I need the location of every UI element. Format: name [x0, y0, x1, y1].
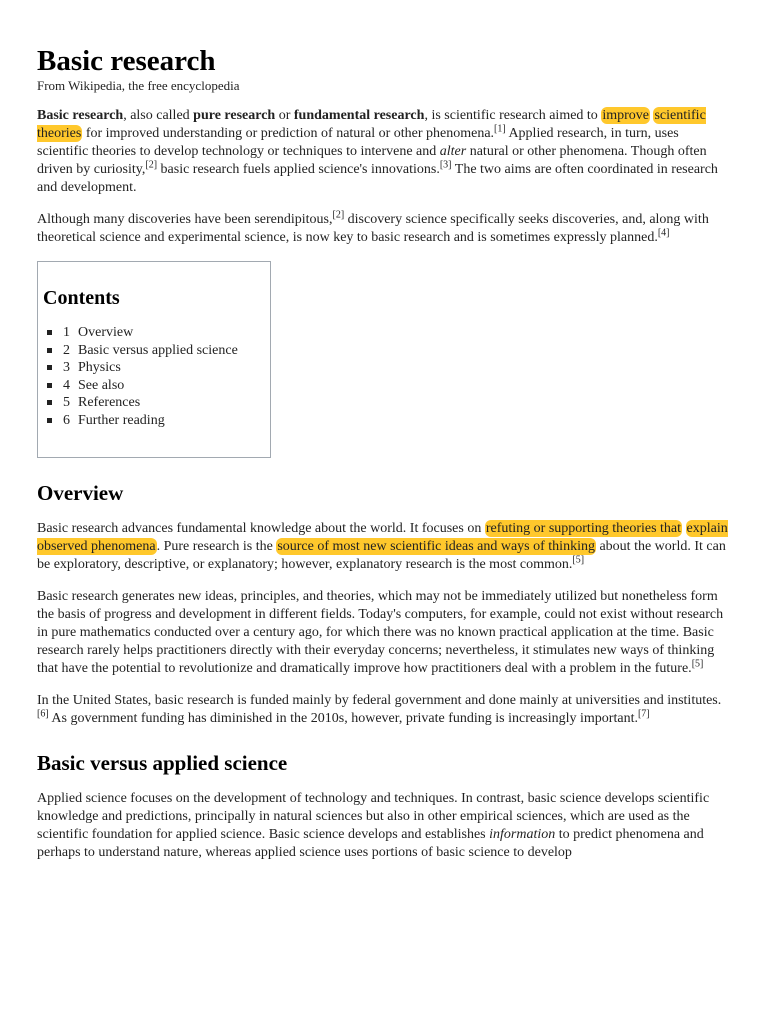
section-heading-overview: Overview [37, 481, 124, 505]
highlight: refuting or supporting theories that [485, 521, 682, 536]
bullet-icon [47, 400, 52, 405]
citation-link[interactable]: [4] [657, 227, 670, 239]
intro-paragraph-1: Basic research, also called pure research or fundamental research, is scientific research aimed to improve scientific theories for improved understanding or prediction of natural or other phenomena.[1] Applied research, in turn, uses scientific theories to develop technology or techniques to intervene and alter natural or other phenomena. Though often driven by curiosity,[2] basic research fuels applied science's innovations.[3] The two aims are often coordinated in research and development. [37, 108, 718, 195]
citation-link[interactable]: [1] [494, 123, 506, 135]
toc-item-see-also[interactable]: 4 See also [63, 377, 270, 395]
highlight: source of most new scientific ideas and ways of thinking [277, 539, 595, 554]
citation-link[interactable]: [2] [332, 209, 345, 221]
toc-item-physics[interactable]: 3 Physics [63, 359, 270, 377]
toc-item-overview[interactable]: 1 Overview [63, 324, 270, 342]
table-of-contents [37, 261, 271, 458]
bullet-icon [47, 330, 52, 335]
article [37, 44, 732, 876]
bold-term: pure research [193, 108, 276, 123]
highlight: scientific theories [37, 108, 706, 141]
citation-link[interactable]: [5] [691, 658, 704, 670]
toc-list [43, 324, 270, 429]
bullet-icon [47, 418, 52, 423]
citation-link[interactable]: [2] [145, 159, 158, 171]
bullet-icon [47, 383, 52, 388]
toc-item-further-reading[interactable]: 6 Further reading [63, 412, 270, 430]
overview-paragraph-2: Basic research generates new ideas, principles, and theories, which may not be immediately utilized but nonetheless form the basis of progress and development in different fields. Today's computers, for example, could not exist without research in pure mathematics conducted over a century ago, for which there was no known practical application at the time. Basic research rarely helps practitioners directly with their everyday concerns; nevertheless, it stimulates new ways of thinking that have the potential to revolutionize and dramatically improve how practitioners deal with a problem in the future.[5] [37, 589, 724, 676]
site-tagline: From Wikipedia, the free encyclopedia [37, 78, 240, 93]
bold-term: Basic research [37, 108, 124, 123]
section-heading-basic-versus-applied: Basic versus applied science [37, 751, 288, 775]
highlight: explain observed phenomena [37, 521, 728, 554]
citation-link[interactable]: [5] [572, 554, 585, 566]
toc-title: Contents [43, 287, 120, 309]
bullet-icon [47, 365, 52, 370]
bold-term: fundamental research [293, 108, 425, 123]
bullet-icon [47, 348, 52, 353]
overview-paragraph-1: Basic research advances fundamental knowledge about the world. It focuses on refuting or supporting theories that explain observed phenomena. Pure research is the source of most new scientific ideas and ways of thinking about the world. It can be exploratory, descriptive, or explanatory; however, explanatory research is the most common.[5] [37, 521, 728, 572]
overview-paragraph-3: In the United States, basic research is funded mainly by federal government and done mainly at universities and institutes.[6] As government funding has diminished in the 2010s, however, private funding is increasingly important.[7] [37, 693, 722, 726]
basic-vs-applied-paragraph-1: Applied science focuses on the development of technology and techniques. In contrast, basic science develops scientific knowledge and predictions, principally in natural sciences but also in other empirical sciences, which are used as the scientific foundation for applied science. Basic science develops and establishes information to predict phenomena and perhaps to understand nature, whereas applied science uses portions of basic science to develop [37, 791, 710, 860]
intro-paragraph-2: Although many discoveries have been serendipitous,[2] discovery science specifically seeks discoveries, and, along with theoretical science and experimental science, is now key to basic research and is sometimes expressly planned.[4] [37, 209, 709, 245]
highlight: improve [602, 108, 649, 123]
citation-link[interactable]: [7] [637, 708, 650, 720]
citation-link[interactable]: [3] [439, 159, 452, 171]
toc-item-basic-versus-applied[interactable]: 2 Basic versus applied science [63, 342, 270, 360]
toc-item-references[interactable]: 5 References [63, 394, 270, 412]
citation-link[interactable]: [6] [37, 708, 49, 720]
page-title: Basic research [37, 45, 216, 77]
